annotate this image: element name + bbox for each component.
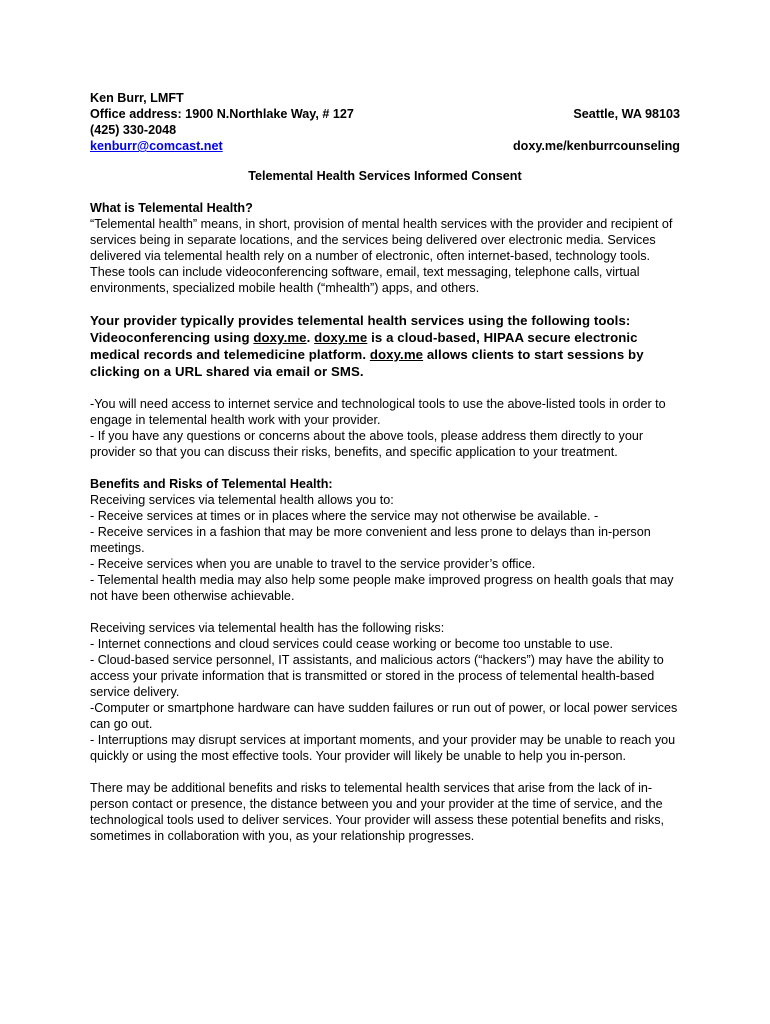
document-title: Telemental Health Services Informed Consent [248,169,522,183]
access-section [90,396,680,460]
risks-section [90,620,680,764]
header-line-2 [90,106,680,122]
risk-item: - Interruptions may disrupt services at important moments, and your provider may be unable to reach you quickly or using the most effective tools. Your provider will likely be unable to help you in-person. [90,733,676,763]
letterhead [90,90,680,154]
benefit-item: - Receive services when you are unable to travel to the service provider’s office. [90,557,536,571]
email-link[interactable]: kenburr@comcast.net [90,139,223,153]
office-address: Office address: 1900 N.Northlake Way, # 127 [90,107,354,121]
tools-text-2: . [306,330,315,345]
doxy-link-3[interactable]: doxy.me [369,347,424,362]
benefits-heading: Benefits and Risks of Telemental Health: [90,477,333,491]
access-line-1: -You will need access to internet service and technological tools to use the above-listed tools in order to engage in telemental health work with your provider. [90,397,666,427]
risk-item: - Internet connections and cloud services could cease working or become too unstable to use. [90,637,613,651]
benefit-item: - Telemental health media may also help some people make improved progress on health goals that may not have been otherwise achievable. [90,573,674,603]
tools-text-3: is a cloud-based, HIPAA secure electronic medical records and telemedicine platform. [90,330,638,362]
what-is-body: “Telemental health” means, in short, provision of mental health services with the provider and recipient of services being in separate locations, and the services being delivered over electronic media. Services delivered via telemental health rely on a number of electronic, often internet-based, technology tools. These tools can include videoconferencing software, email, text messaging, telephone calls, virtual environments, specialized mobile health (“mhealth”) apps, and others. [90,217,673,295]
tools-text-4: allows clients to start sessions by clicking on a URL shared via email or SMS. [90,347,644,379]
header-line-1 [90,90,680,106]
tools-paragraph [90,312,680,380]
header-line-3 [90,122,680,138]
risks-intro: Receiving services via telemental health has the following risks: [90,621,445,635]
access-line-2: - If you have any questions or concerns about the above tools, please address them directly to your provider so that you can discuss their risks, benefits, and specific application to your treatment. [90,429,644,459]
benefit-item: - Receive services at times or in places where the service may not otherwise be available. - [90,509,599,523]
tools-text-1: Your provider typically provides telemental health services using the following tools: Videoconferencing using [90,313,631,345]
risk-item: -Computer or smartphone hardware can have sudden failures or run out of power, or local power services can go out. [90,701,678,731]
header-line-4 [90,138,680,154]
doxy-link-1[interactable]: doxy.me [253,330,307,345]
benefits-intro: Receiving services via telemental health allows you to: [90,493,394,507]
phone-number: (425) 330-2048 [90,123,177,137]
office-city: Seattle, WA 98103 [573,107,680,121]
document-page [90,90,680,844]
benefit-item: - Receive services in a fashion that may be more convenient and less prone to delays than in-person meetings. [90,525,651,555]
provider-name: Ken Burr, LMFT [90,91,184,105]
what-is-heading: What is Telemental Health? [90,201,253,215]
doxy-link-2[interactable]: doxy.me [314,330,368,345]
closing-paragraph: There may be additional benefits and risks to telemental health services that arise from the lack of in-person contact or presence, the distance between you and your provider at the time of service, and the technological tools used to deliver services. Your provider will assess these potential benefits and risks, sometimes in collaboration with you, as your relationship progresses. [90,781,665,843]
website-text: doxy.me/kenburrcounseling [512,139,680,153]
risk-item: - Cloud-based service personnel, IT assistants, and malicious actors (“hackers”) may have the ability to access your private information that is transmitted or stored in the process of telemental health-based service delivery. [90,653,664,699]
